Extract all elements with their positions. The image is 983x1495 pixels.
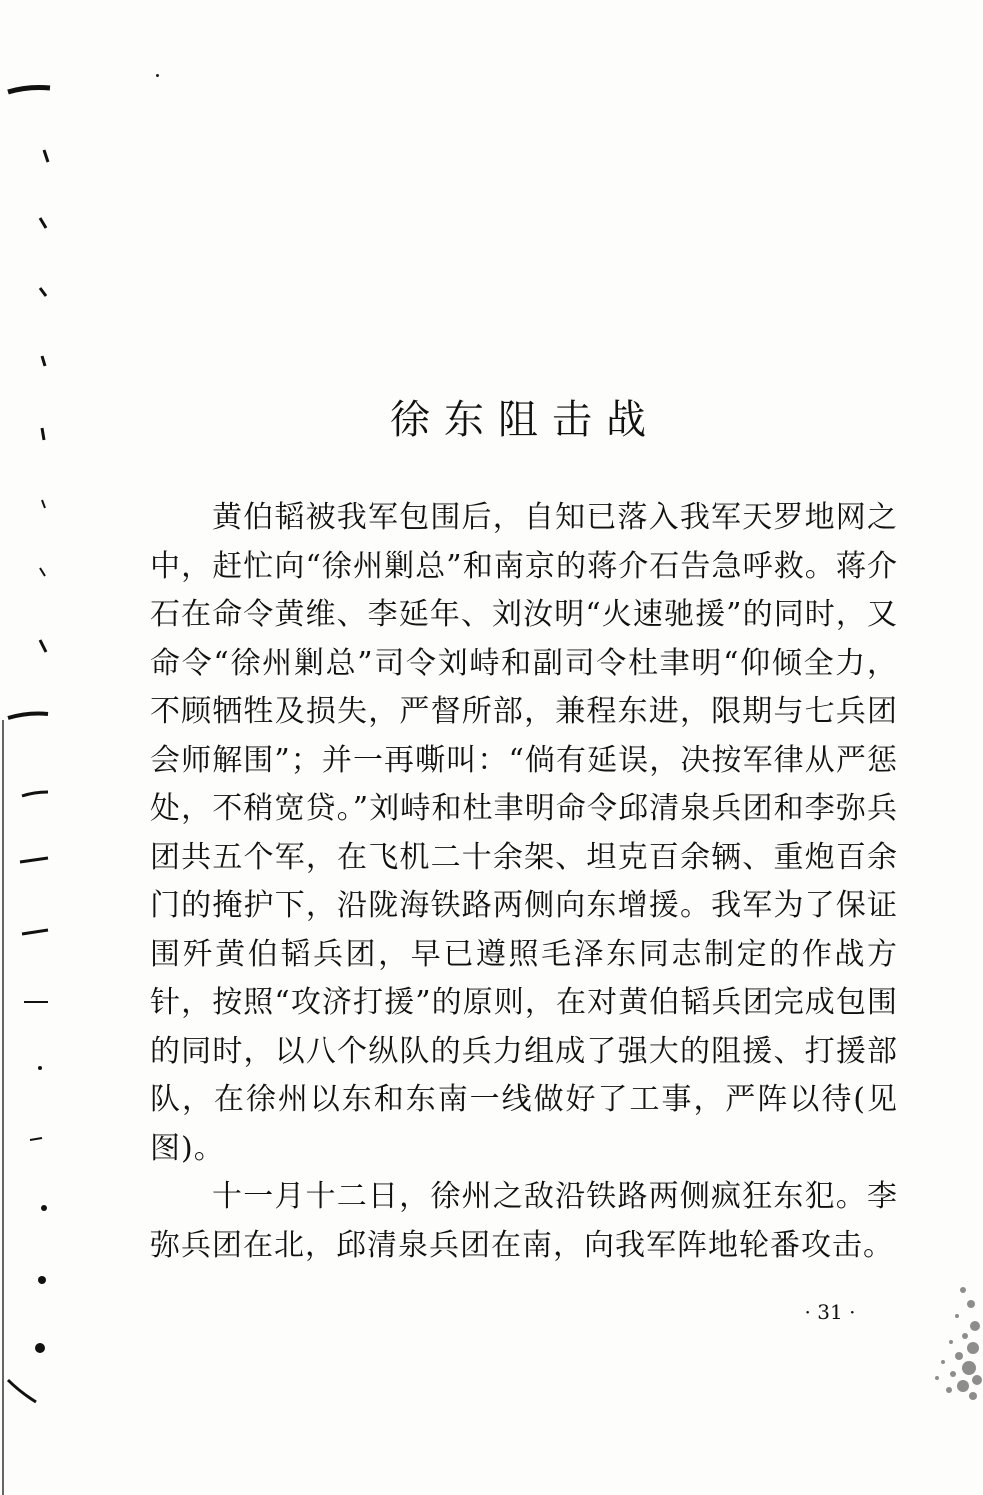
binding-mark <box>20 858 48 862</box>
binding-mark <box>41 1205 47 1211</box>
binding-mark <box>38 1066 42 1070</box>
binding-mark <box>40 218 46 228</box>
binding-mark <box>44 150 48 162</box>
binding-mark <box>22 792 48 796</box>
binding-mark <box>35 1343 45 1353</box>
binding-mark <box>42 500 45 508</box>
binding-mark <box>8 714 48 719</box>
paragraph: 黄伯韬被我军包围后，自知已落入我军天罗地网之中，赶忙向“徐州剿总”和南京的蒋介石告急呼救。蒋介石在命令黄维、李延年、刘汝明“火速驰援”的同时，又命令“徐州剿总”司令刘峙和副司令杜聿明“仰倾全力，不顾牺牲及损失，严督所部，兼程东进，限期与七兵团会师解围”；并一再嘶叫：“倘有延误，决按军律从严惩处，不稍宽贷。”刘峙和杜聿明命令邱清泉兵团和李弥兵团共五个军，在飞机二十余架、坦克百余辆、重炮百余门的掩护下，沿陇海铁路两侧向东增援。我军为了保证围歼黄伯韬兵团，早已遵照毛泽东同志制定的作战方针，按照“攻济打援”的原则，在对黄伯韬兵团完成包围的同时，以八个纵队的兵力组成了强大的阻援、打援部队，在徐州以东和东南一线做好了工事，严阵以待(见图)。 <box>150 500 898 1166</box>
binding-mark <box>38 1276 46 1284</box>
binding-mark <box>40 288 46 296</box>
binding-mark <box>42 428 44 440</box>
stray-dot <box>156 74 159 77</box>
binding-edge-marks <box>0 0 90 1495</box>
binding-mark <box>8 88 50 93</box>
binding-mark <box>42 356 45 366</box>
paragraph: 十一月十二日，徐州之敌沿铁路两侧疯狂东犯。李弥兵团在北，邱清泉兵团在南，向我军阵地轮番攻击。 <box>150 1179 898 1263</box>
page-number: · 31 · <box>804 1300 856 1324</box>
binding-mark <box>8 1380 36 1402</box>
binding-mark <box>30 1138 42 1140</box>
chapter-title: 徐东阻击战 <box>390 397 660 443</box>
binding-mark <box>40 568 45 576</box>
body-text <box>150 494 898 1270</box>
scan-noise-corner <box>893 1270 983 1420</box>
binding-mark <box>40 640 46 652</box>
binding-mark <box>22 930 48 934</box>
